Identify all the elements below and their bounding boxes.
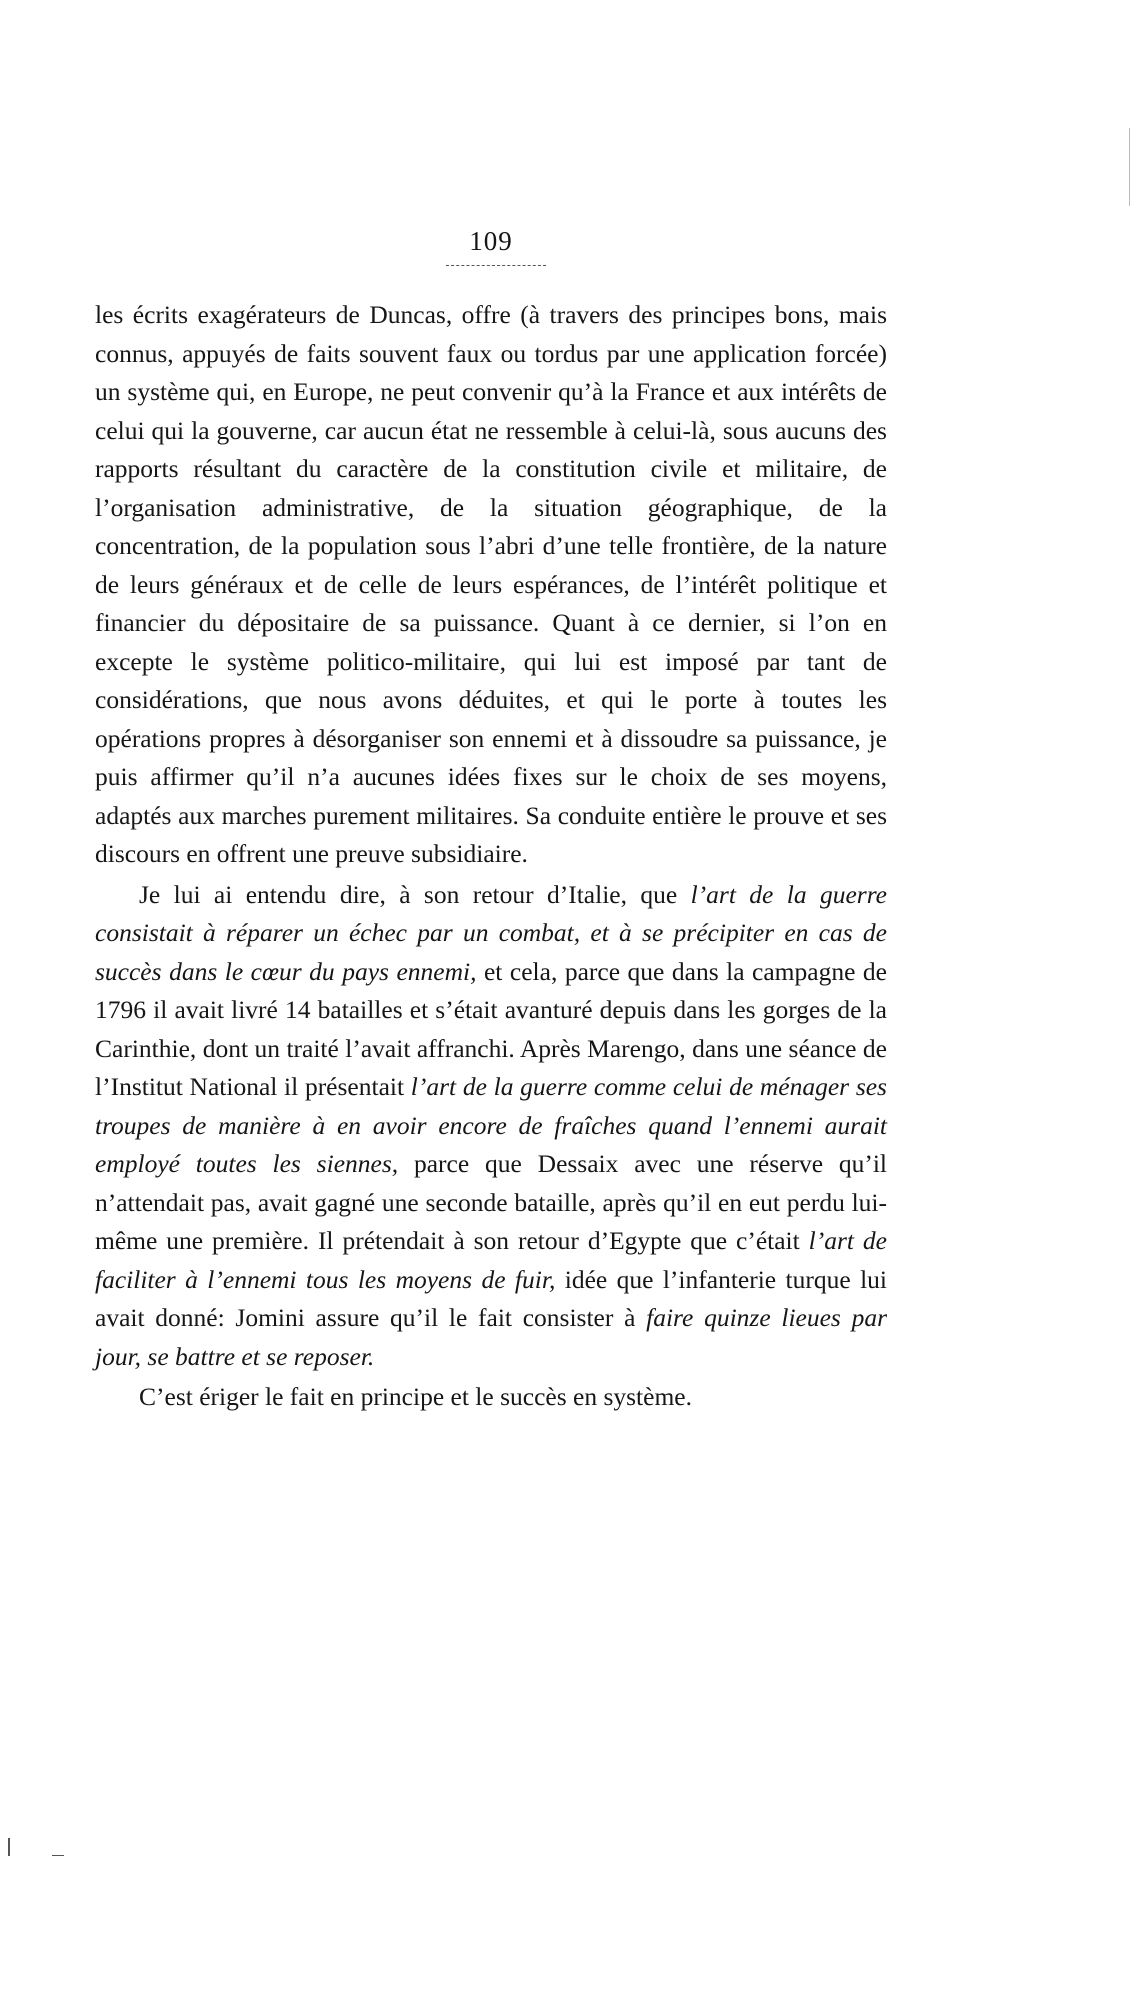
scan-margin-dash: [52, 1855, 64, 1856]
scan-margin-mark: [8, 1838, 10, 1856]
italic-segment: faire quinze lieues par jour, se battre et se reposer.: [95, 1303, 887, 1371]
scan-edge-mark: [1129, 128, 1132, 206]
text-segment: Je lui ai entendu dire, à son retour d’Italie, que: [139, 879, 691, 909]
text-segment: les écrits exagérateurs de Duncas, offre (à travers des principes bons, mais connus, appuyés de faits souvent faux ou tordus par une application forcée) un système qui, en Europe, ne peut convenir qu’à la France et aux intérêts de celui qui la gouverne, car aucun état ne ressemble à celui-là, sous aucuns des rapports résultant du caractère de la constitution civile et militaire, de l’organisation administrative, de la situation géographique, de la concentration, de la population sous l’abri d’une telle frontière, de la nature de leurs généraux et de celle de leurs espérances, de l’intérêt politique et financier du dépositaire de sa puissance. Quant à ce dernier, si l’on en excepte le système politico-militaire, qui lui est imposé par tant de considérations, que nous avons déduites, et qui le porte à toutes les opérations propres à désorganiser son ennemi et à dissoudre sa puissance, je puis affirmer qu’il n’a aucunes idées fixes sur le choix de ses moyens, adaptés aux marches purement militaires. Sa conduite entière le prouve et ses discours en offrent une preuve subsidiaire.: [95, 300, 887, 868]
text-segment: C’est ériger le fait en principe et le succès en système.: [139, 1382, 692, 1411]
paragraph-2: [95, 876, 887, 1377]
paragraph-3: [95, 1378, 887, 1417]
text-segment: idée que l’infanterie turque lui avait donné: Jomini assure qu’il le fait consister à: [95, 1264, 887, 1332]
body-text: [95, 296, 887, 1417]
italic-segment: l’art de la guerre comme celui de ménager ses troupes de manière à en avoir encore de fraîches quand l’ennemi aurait employé toutes les siennes,: [95, 1072, 887, 1178]
page-number: 109: [469, 226, 513, 256]
text-segment: parce que Dessaix avec une réserve qu’il n’attendait pas, avait gagné une seconde bataille, après qu’il en eut perdu lui-même une première. Il prétendait à son retour d’Egypte que c’était: [95, 1149, 888, 1255]
page-number-rule: [446, 265, 546, 268]
italic-segment: l’art de faciliter à l’ennemi tous les moyens de fuir,: [95, 1226, 888, 1294]
italic-segment: l’art de la guerre consistait à réparer un échec par un combat, et à se précipiter en cas de succès dans le cœur du pays ennemi,: [95, 879, 887, 986]
text-segment: et cela, parce que dans la campagne de 1796 il avait livré 14 batailles et s’était avanturé depuis dans les gorges de la Carinthie, dont un traité l’avait affranchi. Après Marengo, dans une séance de l’Institut National il présentait: [95, 956, 887, 1101]
paragraph-1: [95, 296, 887, 874]
